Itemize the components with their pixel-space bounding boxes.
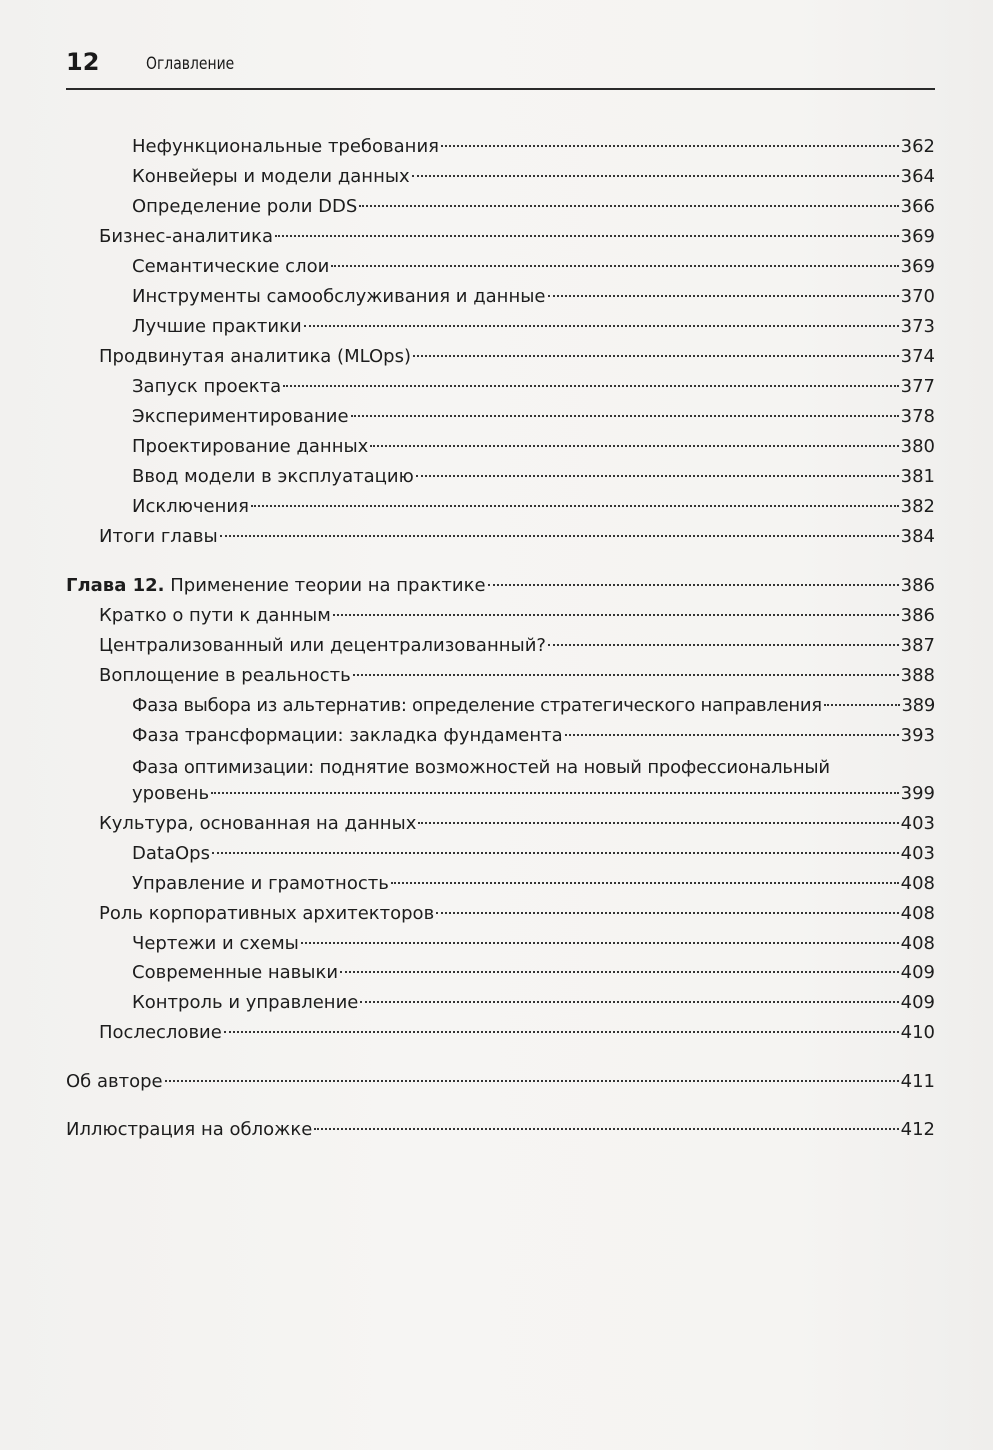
toc-entry-label: Чертежи и схемы — [132, 933, 299, 954]
toc-entry[interactable] — [132, 839, 935, 869]
running-title: Оглавление — [146, 54, 235, 74]
toc-entry[interactable] — [132, 988, 935, 1018]
dot-leader — [283, 385, 898, 387]
toc-entry-label: Семантические слои — [132, 256, 330, 277]
toc-entry-page: 386 — [900, 575, 935, 596]
toc-entry[interactable] — [99, 631, 935, 661]
toc-entry-label: Определение роли DDS — [132, 196, 358, 217]
toc-entry[interactable] — [132, 402, 935, 432]
toc-entry[interactable] — [132, 869, 935, 899]
toc-entry-page: 409 — [900, 962, 935, 983]
toc-entry-label: Инструменты самообслуживания и данные — [132, 286, 546, 307]
toc-entry-label: Кратко о пути к данным — [99, 605, 331, 626]
dot-leader — [353, 674, 899, 676]
toc-entry-page: 408 — [900, 933, 935, 954]
toc-entry[interactable] — [66, 1115, 935, 1145]
toc-entry[interactable] — [132, 162, 935, 192]
toc-entry-page: 374 — [900, 346, 935, 367]
toc-entry-label: Централизованный или децентрализованный? — [99, 635, 546, 656]
toc-entry-page: 393 — [900, 725, 935, 746]
dot-leader — [416, 475, 899, 477]
chapter-title: Применение теории на практике — [170, 575, 486, 596]
toc-entry-label: Продвинутая аналитика (MLOps) — [99, 346, 411, 367]
dot-leader — [548, 295, 899, 297]
toc-entry[interactable] — [132, 958, 935, 988]
dot-leader — [304, 325, 899, 327]
dot-leader — [565, 734, 899, 736]
toc-entry-page: 382 — [900, 496, 935, 517]
toc-entry-label: Фаза трансформации: закладка фундамента — [132, 725, 563, 746]
toc-entry-page: 387 — [900, 635, 935, 656]
page-number: 12 — [66, 48, 100, 76]
toc-entry[interactable] — [99, 601, 935, 631]
toc-entry-label: Бизнес-аналитика — [99, 226, 273, 247]
toc-entry-page: 369 — [900, 226, 935, 247]
toc-entry[interactable] — [132, 282, 935, 312]
dot-leader — [211, 792, 898, 794]
toc-entry[interactable] — [99, 522, 935, 552]
dot-leader — [548, 644, 899, 646]
toc-entry-label-line1: Фаза оптимизации: поднятие возможностей на новый профессиональный — [132, 757, 830, 778]
toc-entry[interactable] — [99, 899, 935, 929]
toc-entry-label: Управление и грамотность — [132, 873, 389, 894]
dot-leader — [212, 852, 899, 854]
toc-entry-page: 403 — [900, 843, 935, 864]
dot-leader — [251, 505, 899, 507]
dot-leader — [488, 584, 899, 586]
toc-entry-label: DataOps — [132, 843, 210, 864]
toc-entry[interactable] — [132, 492, 935, 522]
dot-leader — [333, 614, 899, 616]
toc-entry[interactable] — [132, 691, 935, 721]
toc-entry[interactable] — [132, 779, 935, 809]
dot-leader — [301, 942, 899, 944]
page-header — [66, 44, 935, 90]
toc-entry-label: Фаза выбора из альтернатив: определение стратегического направления — [132, 695, 822, 716]
toc-entry-label — [66, 571, 486, 601]
dot-leader — [359, 205, 898, 207]
toc-entry-page: 389 — [901, 695, 935, 716]
toc-entry[interactable] — [132, 312, 935, 342]
toc-entry-label: Ввод модели в эксплуатацию — [132, 466, 414, 487]
toc-entry-page: 386 — [900, 605, 935, 626]
toc-entry-page: 412 — [900, 1119, 935, 1140]
dot-leader — [412, 175, 899, 177]
toc-entry-page: 399 — [900, 783, 935, 804]
toc-entry-page: 388 — [900, 665, 935, 686]
toc-entry[interactable] — [99, 1018, 935, 1048]
toc-entry[interactable] — [132, 372, 935, 402]
toc-entry[interactable] — [99, 809, 935, 839]
dot-leader — [413, 355, 899, 357]
toc-entry-label: Об авторе — [66, 1071, 163, 1092]
dot-leader — [351, 415, 899, 417]
toc-entry-page: 403 — [900, 813, 935, 834]
toc-entry[interactable] — [99, 661, 935, 691]
toc-entry-page: 370 — [900, 286, 935, 307]
dot-leader — [418, 822, 898, 824]
toc-entry-label: Роль корпоративных архитекторов — [99, 903, 435, 924]
toc-entry[interactable] — [132, 432, 935, 462]
toc-entry-label: Экспериментирование — [132, 406, 349, 427]
toc-entry-page: 408 — [900, 903, 935, 924]
toc-entry[interactable] — [99, 342, 935, 372]
dot-leader — [275, 235, 899, 237]
toc-entry-page: 380 — [900, 436, 935, 457]
toc-entry-label: Исключения — [132, 496, 249, 517]
chapter-number: Глава 12. — [66, 575, 165, 596]
toc-entry-label: Нефункциональные требования — [132, 136, 439, 157]
toc-entry-label: Проектирование данных — [132, 436, 369, 457]
dot-leader — [824, 704, 900, 706]
toc-entry-label-line2: уровень — [132, 783, 210, 804]
toc-entry[interactable] — [132, 132, 935, 162]
toc-entry[interactable] — [66, 1067, 935, 1097]
toc-entry-label: Иллюстрация на обложке — [66, 1119, 313, 1140]
dot-leader — [224, 1031, 899, 1033]
toc-entry[interactable] — [132, 721, 935, 751]
dot-leader — [314, 1128, 898, 1130]
toc-entry[interactable] — [132, 252, 935, 282]
dot-leader — [370, 445, 898, 447]
toc-entry-label: Контроль и управление — [132, 992, 359, 1013]
toc-entry-page: 373 — [900, 316, 935, 337]
toc-entry-label: Послесловие — [99, 1022, 222, 1043]
dot-leader — [340, 971, 899, 973]
toc-entry[interactable] — [132, 462, 935, 492]
toc-entry-page: 377 — [900, 376, 935, 397]
toc-entry-page: 369 — [900, 256, 935, 277]
dot-leader — [436, 912, 898, 914]
toc-entry-page: 364 — [900, 166, 935, 187]
toc-entry[interactable] — [132, 192, 935, 222]
toc-entry-label: Лучшие практики — [132, 316, 302, 337]
toc-entry-page: 381 — [900, 466, 935, 487]
toc-entry-label: Запуск проекта — [132, 376, 282, 397]
toc-entry-page: 410 — [900, 1022, 935, 1043]
toc-entry-page: 378 — [900, 406, 935, 427]
toc-entry-page: 366 — [900, 196, 935, 217]
dot-leader — [391, 882, 899, 884]
dot-leader — [441, 145, 899, 147]
toc-entry-label: Конвейеры и модели данных — [132, 166, 410, 187]
toc-entry-label: Итоги главы — [99, 526, 218, 547]
toc-entry-page: 408 — [900, 873, 935, 894]
toc-entry-page: 409 — [900, 992, 935, 1013]
dot-leader — [331, 265, 898, 267]
toc-entry[interactable] — [132, 929, 935, 959]
toc-entry-page: 384 — [900, 526, 935, 547]
toc-chapter-entry[interactable] — [66, 571, 935, 601]
dot-leader — [360, 1001, 898, 1003]
toc-entry-label: Воплощение в реальность — [99, 665, 351, 686]
toc-entry[interactable] — [99, 222, 935, 252]
dot-leader — [220, 535, 899, 537]
toc-entry-label: Современные навыки — [132, 962, 339, 983]
toc-entry-page: 362 — [900, 136, 935, 157]
toc-entry-label: Культура, основанная на данных — [99, 813, 417, 834]
toc-entry-page: 411 — [900, 1071, 935, 1092]
dot-leader — [165, 1080, 899, 1082]
